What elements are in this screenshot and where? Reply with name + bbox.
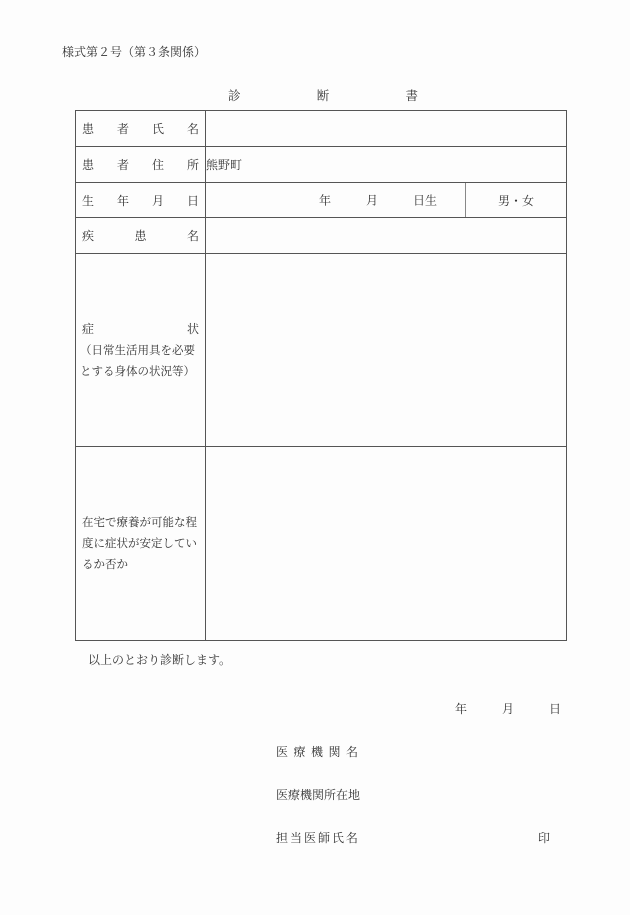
- label-patient-name: [76, 111, 206, 147]
- label-char: 生: [82, 193, 95, 208]
- label-symptoms-sub: とする身体の状況等）: [80, 363, 195, 378]
- seal-mark: 印: [538, 831, 551, 845]
- label-char: 者: [116, 158, 129, 172]
- label-symptoms: [76, 254, 206, 447]
- symptoms-field[interactable]: [206, 254, 567, 447]
- gender-field[interactable]: [466, 183, 566, 217]
- row-patient-address: [76, 147, 567, 183]
- label-char: 療: [293, 745, 306, 759]
- label-symptoms-sub: （日常生活用具を必要: [80, 342, 195, 357]
- form-number: 様式第２号（第３条関係）: [62, 45, 207, 59]
- label-line: 度に症状が安定してい: [82, 536, 197, 550]
- institution-name-label: [276, 743, 358, 760]
- day-label: 日: [548, 702, 561, 716]
- birth-date-cell: [206, 183, 567, 218]
- label-char: 機: [310, 745, 323, 759]
- signature-date[interactable]: [455, 700, 561, 717]
- row-symptoms: [76, 254, 567, 447]
- label-char: 日: [186, 193, 199, 208]
- label-char: 患: [82, 158, 95, 172]
- label-char: 氏: [331, 831, 344, 845]
- label-char: 担: [276, 831, 289, 845]
- label-char: 患: [134, 229, 147, 243]
- statement-text: 以上のとおり診断します。: [88, 653, 232, 667]
- label-char: 当: [289, 831, 302, 845]
- label-char: 所: [186, 158, 199, 172]
- diagnosis-form-table: [75, 110, 567, 641]
- patient-name-field[interactable]: [206, 111, 567, 147]
- home-care-field[interactable]: [206, 447, 567, 641]
- title-char: 書: [405, 88, 418, 103]
- label-char: 医: [303, 831, 316, 845]
- label-char: 名: [345, 745, 358, 759]
- birth-date-field[interactable]: [206, 183, 466, 217]
- label-patient-address: [76, 147, 206, 183]
- year-label: 年: [455, 702, 468, 716]
- label-line: 在宅で療養が可能な程: [82, 515, 197, 529]
- document-title: [228, 86, 418, 104]
- label-char: 氏: [151, 122, 164, 136]
- institution-address-label: 医療機関所在地: [276, 788, 361, 802]
- label-char: 名: [345, 831, 358, 845]
- month-label: 月: [366, 193, 379, 208]
- label-char: 月: [151, 193, 164, 208]
- title-char: 診: [228, 88, 241, 103]
- label-char: 者: [116, 122, 129, 136]
- year-label: 年: [319, 193, 332, 208]
- day-born-label: 日生: [413, 193, 438, 208]
- label-line: るか否か: [82, 557, 128, 571]
- doctor-name-label: [276, 829, 358, 846]
- patient-address-field[interactable]: 熊野町: [206, 147, 567, 183]
- label-char: 疾: [82, 229, 95, 243]
- label-char: 住: [151, 158, 164, 172]
- label-char: 症: [82, 321, 95, 336]
- title-char: 断: [316, 88, 330, 103]
- label-char: 関: [328, 745, 341, 759]
- label-char: 状: [186, 321, 199, 336]
- disease-name-field[interactable]: [206, 218, 567, 254]
- label-disease-name: [76, 218, 206, 254]
- row-disease-name: [76, 218, 567, 254]
- label-char: 師: [317, 831, 330, 845]
- label-home-care: [76, 447, 206, 641]
- label-char: 患: [82, 122, 95, 136]
- label-char: 名: [186, 122, 199, 136]
- row-birth-date: [76, 183, 567, 218]
- label-char: 医: [276, 745, 289, 759]
- month-label: 月: [501, 702, 514, 716]
- label-birth-date: [76, 183, 206, 218]
- row-patient-name: [76, 111, 567, 147]
- gender-options: 男・女: [497, 193, 534, 208]
- label-char: 名: [186, 229, 199, 243]
- row-home-care: [76, 447, 567, 641]
- label-char: 年: [116, 193, 129, 208]
